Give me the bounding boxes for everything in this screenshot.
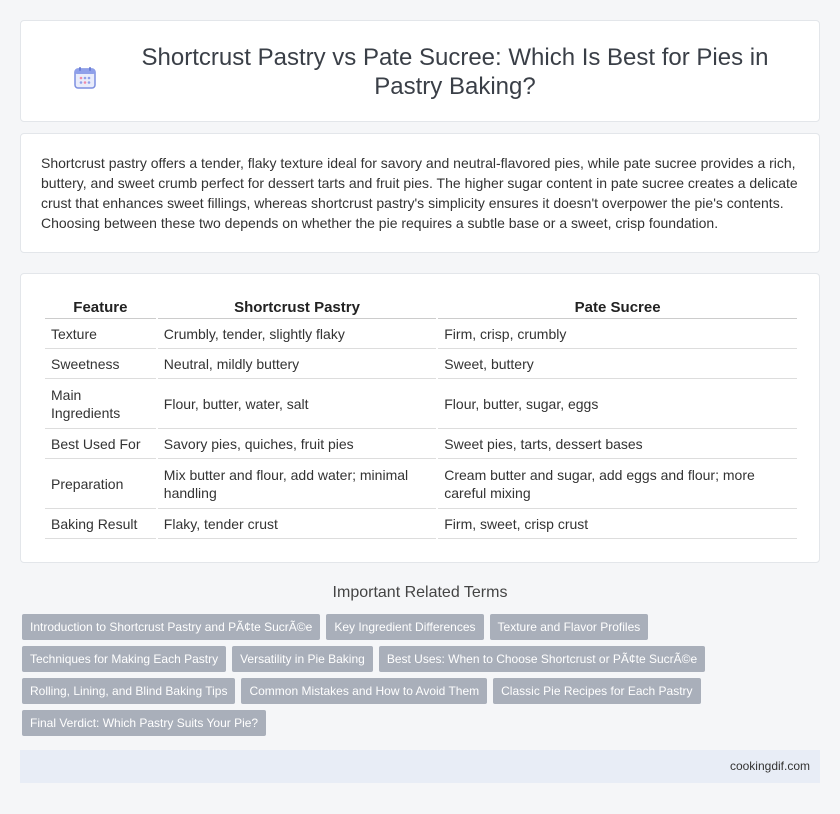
table-cell: Crumbly, tender, slightly flaky	[158, 319, 436, 349]
comparison-table-card	[20, 273, 820, 563]
related-term-tag[interactable]: Key Ingredient Differences	[326, 614, 483, 640]
table-cell: Flaky, tender crust	[158, 509, 436, 539]
table-cell: Sweet pies, tarts, dessert bases	[438, 429, 797, 459]
related-term-tag[interactable]: Best Uses: When to Choose Shortcrust or PÃ¢te SucrÃ©e	[379, 646, 705, 672]
page-title: Shortcrust Pastry vs Pate Sucree: Which Is Best for Pies in Pastry Baking?	[141, 44, 769, 100]
header-pate-sucree: Pate Sucree	[438, 294, 797, 319]
table-cell: Savory pies, quiches, fruit pies	[158, 429, 436, 459]
table-cell: Firm, sweet, crisp crust	[438, 509, 797, 539]
table-cell: Cream butter and sugar, add eggs and flour; more careful mixing	[438, 459, 797, 509]
related-term-tag[interactable]: Common Mistakes and How to Avoid Them	[241, 678, 487, 704]
table-cell: Texture	[45, 319, 156, 349]
calendar-icon	[73, 66, 97, 90]
table-cell: Preparation	[45, 459, 156, 509]
table-row	[45, 459, 797, 509]
footer	[20, 750, 820, 783]
table-cell: Firm, crisp, crumbly	[438, 319, 797, 349]
related-term-tag[interactable]: Techniques for Making Each Pastry	[22, 646, 226, 672]
table-cell: Best Used For	[45, 429, 156, 459]
comparison-table	[43, 294, 799, 539]
summary-card	[20, 133, 820, 253]
related-term-tag[interactable]: Rolling, Lining, and Blind Baking Tips	[22, 678, 235, 704]
table-cell: Baking Result	[45, 509, 156, 539]
table-row	[45, 349, 797, 379]
summary-text: Shortcrust pastry offers a tender, flaky texture ideal for savory and neutral-flavored pies, while pate sucree provides a rich, buttery, and sweet crumb perfect for dessert tarts and fruit pies. The higher sugar content in pate sucree creates a delicate crust that enhances sweet fillings, whereas shortcrust pastry's simplicity ensures it doesn't overpower the pie's contents. Choosing between these two depends on whether the pie requires a subtle base or a sweet, crisp foundation.	[41, 155, 798, 231]
table-cell: Sweet, buttery	[438, 349, 797, 379]
related-terms-heading: Important Related Terms	[332, 584, 508, 601]
table-cell: Sweetness	[45, 349, 156, 379]
related-terms-tags	[22, 614, 812, 736]
table-row	[45, 509, 797, 539]
header-shortcrust: Shortcrust Pastry	[158, 294, 436, 319]
table-cell: Mix butter and flour, add water; minimal handling	[158, 459, 436, 509]
header-feature: Feature	[45, 294, 156, 319]
table-cell: Flour, butter, sugar, eggs	[438, 379, 797, 429]
table-header-row	[45, 294, 797, 319]
related-term-tag[interactable]: Versatility in Pie Baking	[232, 646, 373, 672]
related-term-tag[interactable]: Classic Pie Recipes for Each Pastry	[493, 678, 700, 704]
related-term-tag[interactable]: Texture and Flavor Profiles	[490, 614, 649, 640]
table-cell: Neutral, mildly buttery	[158, 349, 436, 379]
title-card	[20, 20, 820, 122]
table-cell: Main Ingredients	[45, 379, 156, 429]
footer-site[interactable]: cookingdif.com	[729, 759, 810, 773]
table-row	[45, 379, 797, 429]
table-row	[45, 319, 797, 349]
table-cell: Flour, butter, water, salt	[158, 379, 436, 429]
table-row	[45, 429, 797, 459]
related-term-tag[interactable]: Introduction to Shortcrust Pastry and PÃ¢te SucrÃ©e	[22, 614, 320, 640]
related-term-tag[interactable]: Final Verdict: Which Pastry Suits Your Pie?	[22, 710, 266, 736]
